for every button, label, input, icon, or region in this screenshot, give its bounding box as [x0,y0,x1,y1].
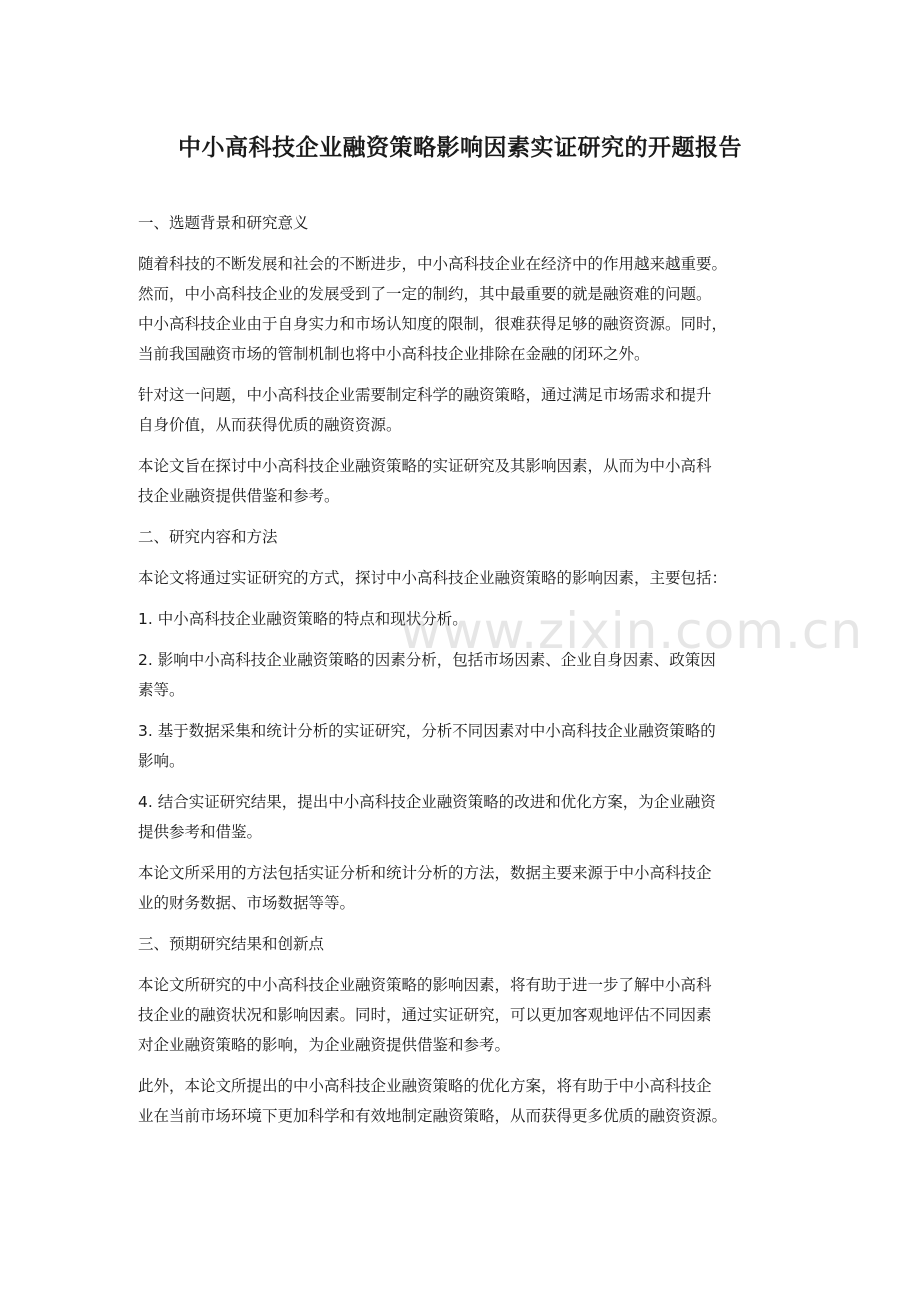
paragraph [138,1071,798,1131]
text-line: 自身价值，从而获得优质的融资资源。 [138,416,402,434]
paragraph [138,645,798,705]
text-line: 此外，本论文所提出的中小高科技企业融资策略的优化方案，将有助于中小高科技企 [138,1077,712,1095]
text-line: 本论文将通过实证研究的方式，探讨中小高科技企业融资策略的影响因素，主要包括： [138,569,728,587]
paragraph [138,716,798,776]
text-line: 1. 中小高科技企业融资策略的特点和现状分析。 [138,610,468,628]
text-line: 影响。 [138,752,185,770]
document-title: 中小高科技企业融资策略影响因素实证研究的开题报告 [178,135,742,161]
text-line: 对企业融资策略的影响，为企业融资提供借鉴和参考。 [138,1036,511,1054]
text-line: 本论文旨在探讨中小高科技企业融资策略的实证研究及其影响因素，从而为中小高科 [138,457,712,475]
text-line: 4. 结合实证研究结果，提出中小高科技企业融资策略的改进和优化方案，为企业融资 [138,793,716,811]
section-heading: 一、选题背景和研究意义 [138,214,309,232]
section-heading: 三、预期研究结果和创新点 [138,935,325,953]
text-line: 业的财务数据、市场数据等等。 [138,894,356,912]
paragraph [138,249,798,369]
text-line: 本论文所研究的中小高科技企业融资策略的影响因素，将有助于进一步了解中小高科 [138,976,712,994]
paragraph [138,604,798,634]
paragraph [138,451,798,511]
text-line: 技企业融资提供借鉴和参考。 [138,487,340,505]
paragraph [138,787,798,847]
paragraph [138,563,798,593]
text-line: 当前我国融资市场的管制机制也将中小高科技企业排除在金融的闭环之外。 [138,345,650,363]
text-line: 然而，中小高科技企业的发展受到了一定的制约，其中最重要的就是融资难的问题。 [138,285,712,303]
text-line: 素等。 [138,681,185,699]
text-line: 2. 影响中小高科技企业融资策略的因素分析，包括市场因素、企业自身因素、政策因 [138,651,716,669]
paragraph [138,380,798,440]
text-line: 本论文所采用的方法包括实证分析和统计分析的方法，数据主要来源于中小高科技企 [138,864,712,882]
paragraph [138,858,798,918]
text-line: 业在当前市场环境下更加科学和有效地制定融资策略，从而获得更多优质的融资资源。 [138,1107,728,1125]
watermark: www.zixin.com.cn [400,602,864,660]
document-body [138,208,798,1142]
paragraph [138,970,798,1060]
section-heading: 二、研究内容和方法 [138,528,278,546]
text-line: 针对这一问题，中小高科技企业需要制定科学的融资策略，通过满足市场需求和提升 [138,386,712,404]
text-line: 随着科技的不断发展和社会的不断进步，中小高科技企业在经济中的作用越来越重要。 [138,255,728,273]
text-line: 中小高科技企业由于自身实力和市场认知度的限制，很难获得足够的融资资源。同时， [138,315,728,333]
text-line: 提供参考和借鉴。 [138,823,263,841]
text-line: 技企业的融资状况和影响因素。同时，通过实证研究，可以更加客观地评估不同因素 [138,1006,712,1024]
text-line: 3. 基于数据采集和统计分析的实证研究，分析不同因素对中小高科技企业融资策略的 [138,722,716,740]
